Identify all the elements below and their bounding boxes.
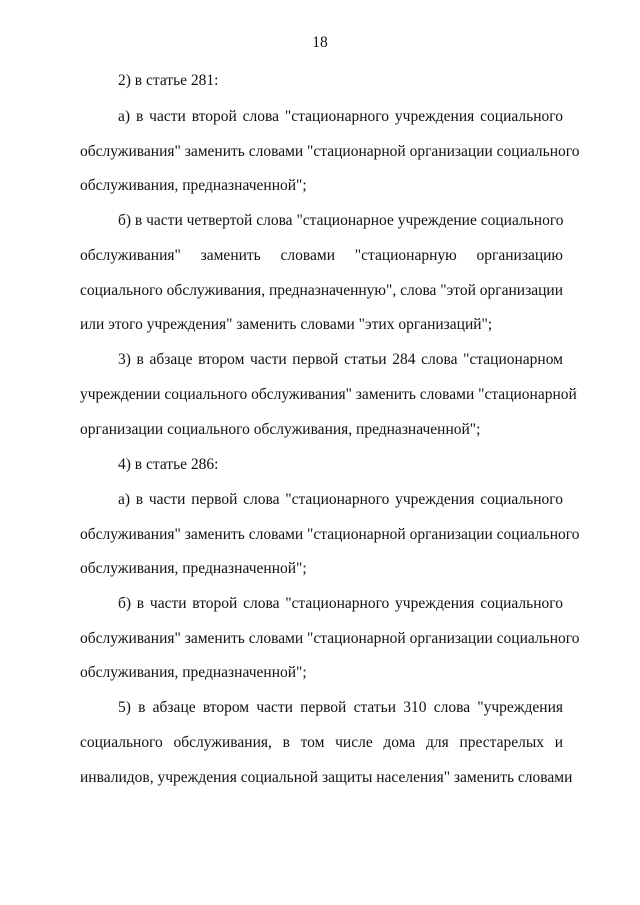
text-line: обслуживания" заменить словами "стационарной организации социального bbox=[80, 630, 580, 647]
text-line: а) в части второй слова "стационарного учреждения социального bbox=[118, 108, 563, 125]
text-line: социального обслуживания, предназначенную", слова "этой организации bbox=[80, 282, 563, 299]
text-line: 2) в статье 281: bbox=[118, 72, 219, 89]
text-line: обслуживания" заменить словами "стационарной организации социального bbox=[80, 526, 580, 543]
text-line: 3) в абзаце втором части первой статьи 284 слова "стационарном bbox=[118, 351, 563, 368]
page-number: 18 bbox=[312, 34, 328, 51]
text-line: обслуживания, предназначенной"; bbox=[80, 664, 307, 681]
text-line: б) в части четвертой слова "стационарное учреждение социального bbox=[118, 212, 564, 229]
text-line: обслуживания, предназначенной"; bbox=[80, 560, 307, 577]
text-line: социального обслуживания, в том числе дома для престарелых и bbox=[80, 734, 563, 751]
text-line: организации социального обслуживания, предназначенной"; bbox=[80, 421, 481, 438]
text-line: обслуживания, предназначенной"; bbox=[80, 177, 307, 194]
text-line: учреждении социального обслуживания" заменить словами "стационарной bbox=[80, 386, 577, 403]
text-line: 5) в абзаце втором части первой статьи 310 слова "учреждения bbox=[118, 699, 563, 716]
text-line: инвалидов, учреждения социальной защиты населения" заменить словами bbox=[80, 769, 573, 786]
text-line: или этого учреждения" заменить словами "этих организаций"; bbox=[80, 316, 493, 333]
text-line: 4) в статье 286: bbox=[118, 456, 219, 473]
text-line: обслуживания" заменить словами "стационарную организацию bbox=[80, 247, 563, 264]
text-line: а) в части первой слова "стационарного учреждения социального bbox=[118, 491, 563, 508]
text-line: обслуживания" заменить словами "стационарной организации социального bbox=[80, 143, 580, 160]
text-line: б) в части второй слова "стационарного учреждения социального bbox=[118, 595, 563, 612]
